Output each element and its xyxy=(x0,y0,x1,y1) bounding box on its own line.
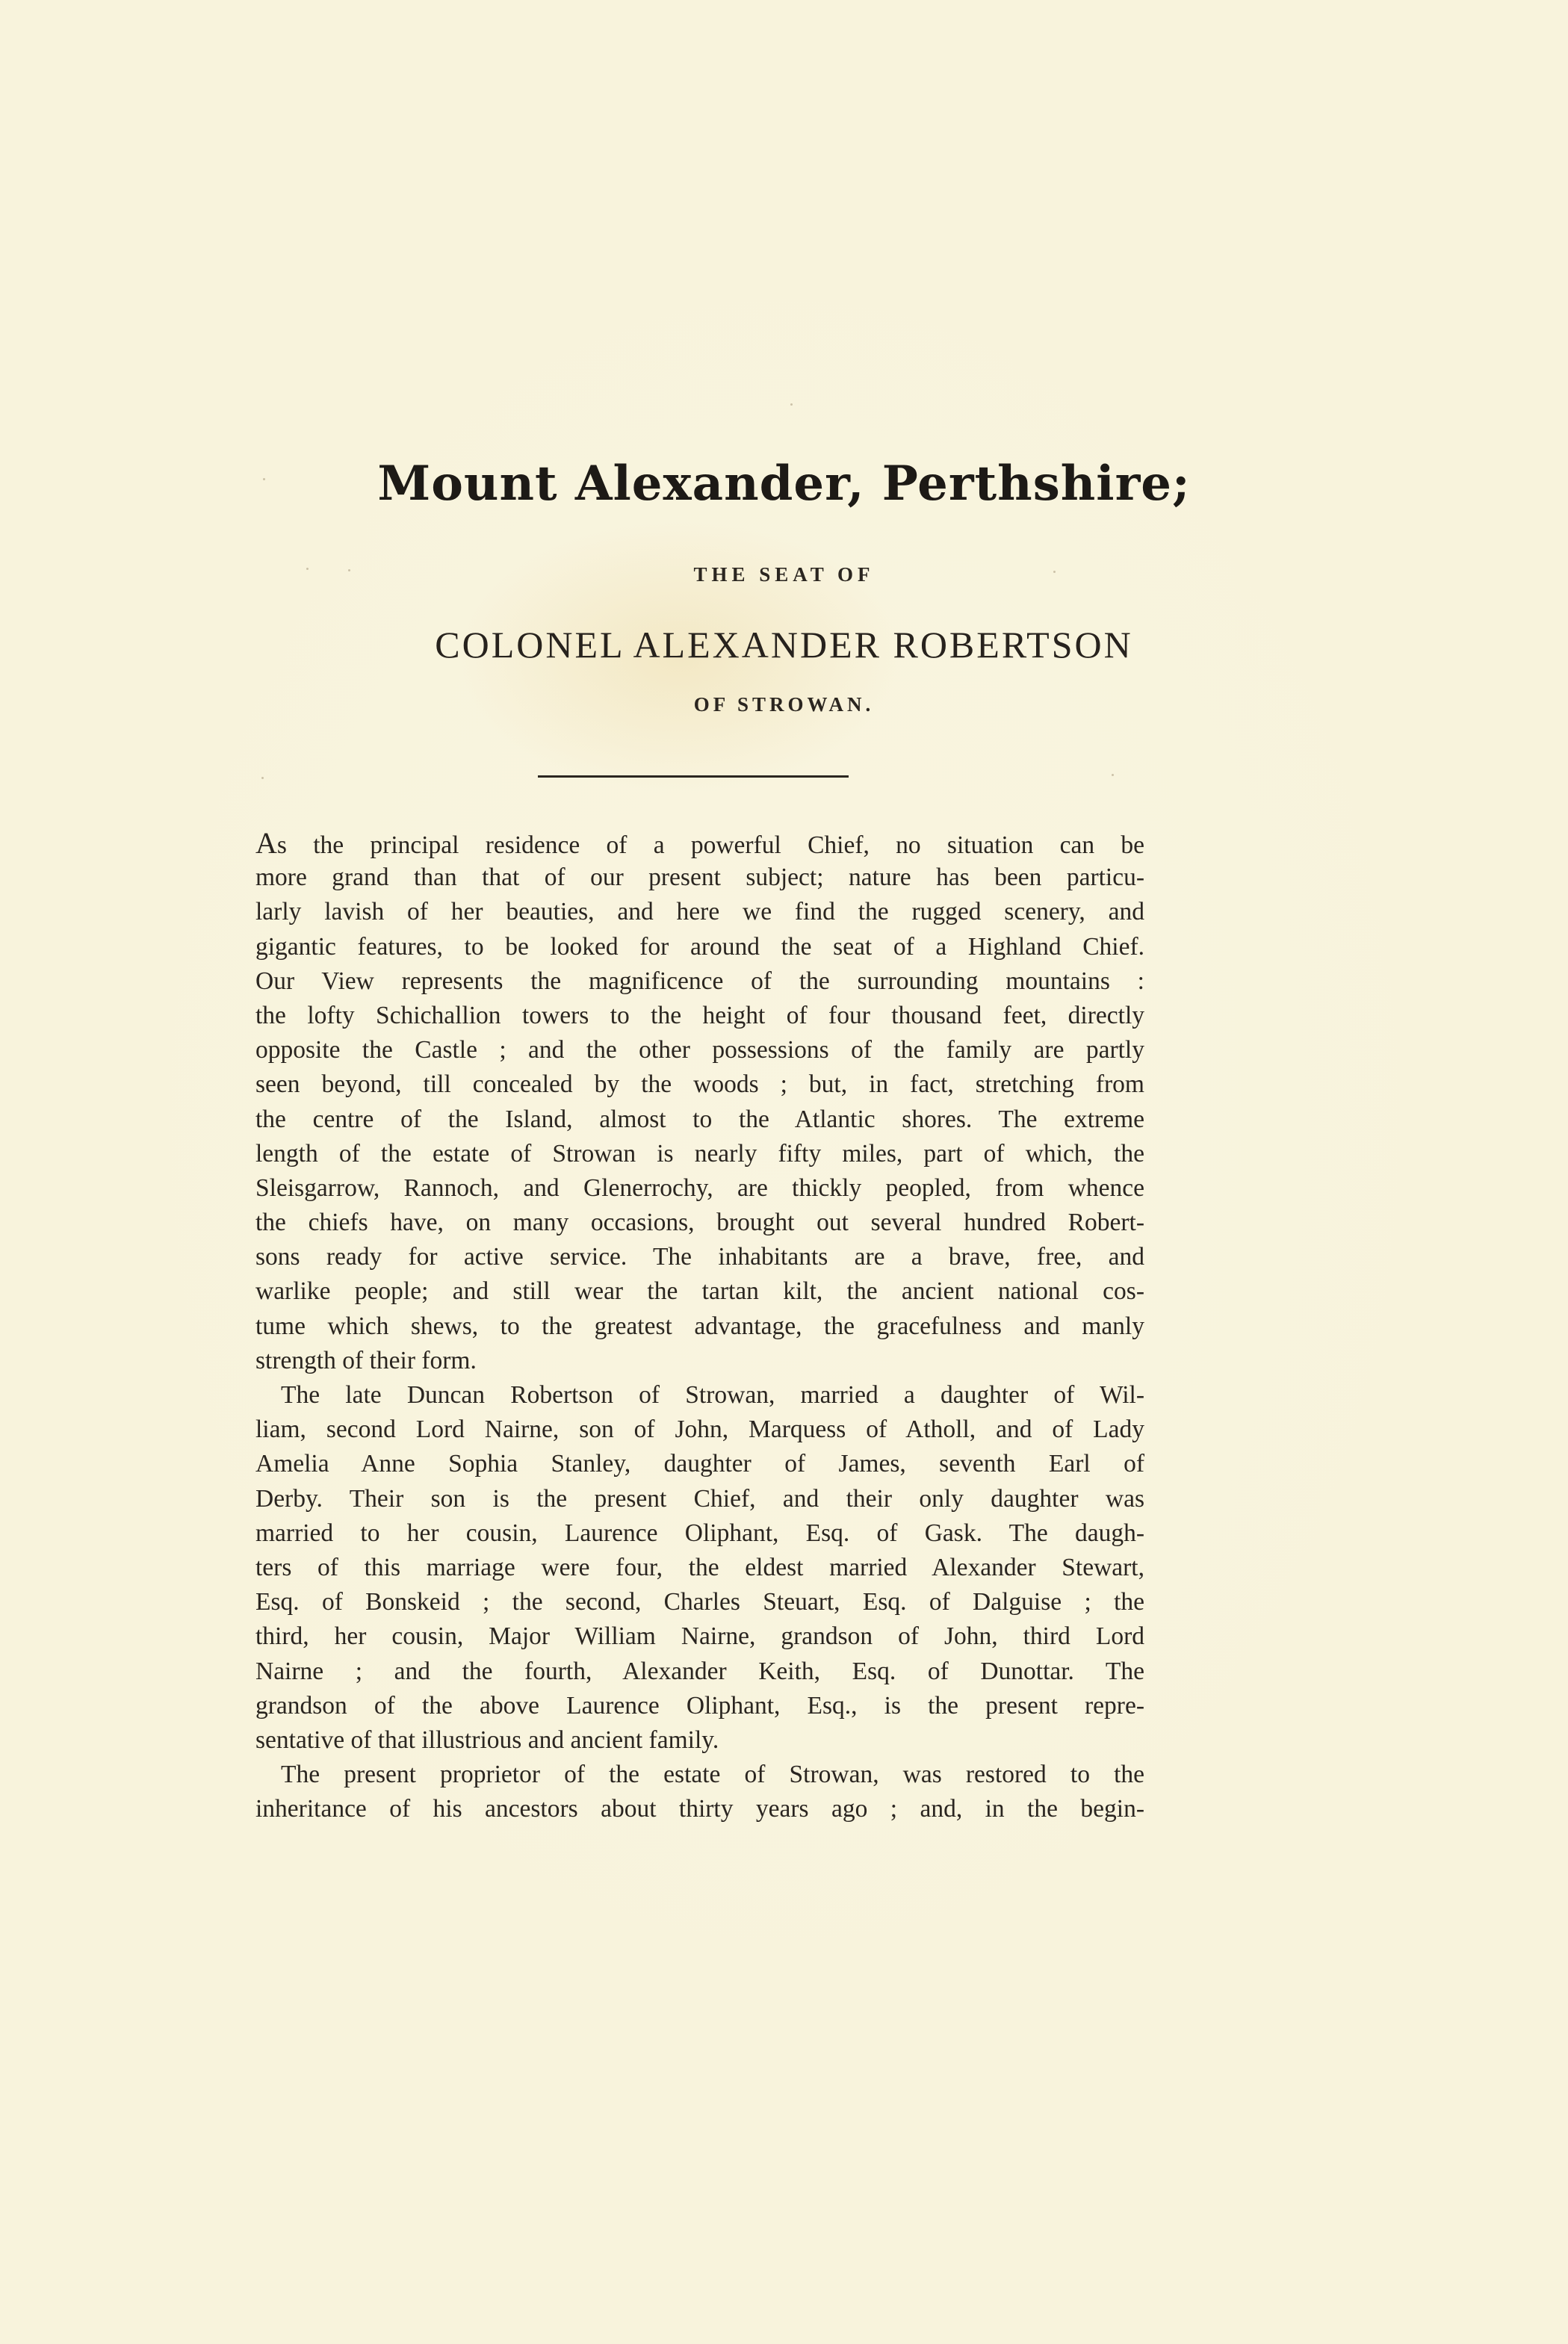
subtitle-seat-of: THE SEAT OF xyxy=(693,563,875,586)
text-line: warlike people; and still wear the tartan kilt, the ancient national cos- xyxy=(255,1277,1144,1306)
paper-speck xyxy=(263,478,265,480)
drop-cap: A xyxy=(255,826,277,860)
owner-territory: OF STROWAN. xyxy=(693,693,875,716)
paper-speck xyxy=(261,777,264,779)
text-line: tume which shews, to the greatest advantage, the gracefulness and manly xyxy=(255,1312,1144,1340)
text-line: length of the estate of Strowan is nearly fifty miles, part of which, the xyxy=(255,1139,1144,1168)
text-line: the centre of the Island, almost to the Atlantic shores. The extreme xyxy=(255,1105,1144,1133)
owner-name: COLONEL ALEXANDER ROBERTSON xyxy=(435,624,1133,666)
body-text xyxy=(255,826,1144,1826)
text-line: Our View represents the magnificence of the surrounding mountains : xyxy=(255,967,1144,995)
text-line: sentative of that illustrious and ancient family. xyxy=(255,1726,719,1754)
text-line: seen beyond, till concealed by the woods ; but, in fact, stretching from xyxy=(255,1070,1144,1099)
paper-speck xyxy=(790,403,793,406)
text-line: the chiefs have, on many occasions, brought out several hundred Robert- xyxy=(255,1209,1144,1237)
text-line: larly lavish of her beauties, and here we find the rugged scenery, and xyxy=(255,898,1144,926)
text-line: As the principal residence of a powerful Chief, no situation can be xyxy=(255,826,1144,860)
text-line: inheritance of his ancestors about thirty years ago ; and, in the begin- xyxy=(255,1795,1144,1823)
text-line: strength of their form. xyxy=(255,1346,477,1374)
paper-speck xyxy=(306,568,309,570)
text-line: ters of this marriage were four, the eldest married Alexander Stewart, xyxy=(255,1553,1144,1581)
paper-speck xyxy=(1112,774,1114,776)
text-line: grandson of the above Laurence Oliphant, Esq., is the present repre- xyxy=(255,1691,1144,1720)
paper-speck xyxy=(1053,571,1056,573)
text-line: more grand than that of our present subject; nature has been particu- xyxy=(255,864,1144,892)
title-divider xyxy=(538,775,849,778)
text-line: the lofty Schichallion towers to the height of four thousand feet, directly xyxy=(255,1001,1144,1029)
paper-speck xyxy=(348,569,350,571)
text-line: The present proprietor of the estate of Strowan, was restored to the xyxy=(281,1761,1144,1789)
text-line: Derby. Their son is the present Chief, and their only daughter was xyxy=(255,1484,1144,1513)
text-line: Amelia Anne Sophia Stanley, daughter of James, seventh Earl of xyxy=(255,1450,1144,1478)
text-line: liam, second Lord Nairne, son of John, Marquess of Atholl, and of Lady xyxy=(255,1416,1144,1444)
text-line: married to her cousin, Laurence Oliphant, Esq. of Gask. The daugh- xyxy=(255,1519,1144,1547)
text-line: Nairne ; and the fourth, Alexander Keith, Esq. of Dunottar. The xyxy=(255,1657,1144,1685)
text-line: Sleisgarrow, Rannoch, and Glenerrochy, are thickly peopled, from whence xyxy=(255,1173,1144,1202)
text-line: opposite the Castle ; and the other possessions of the family are partly xyxy=(255,1036,1144,1064)
text-line: Esq. of Bonskeid ; the second, Charles Steuart, Esq. of Dalguise ; the xyxy=(255,1588,1144,1616)
page-title: Mount Alexander, Perthshire; xyxy=(377,456,1191,512)
text-line: gigantic features, to be looked for around the seat of a Highland Chief. xyxy=(255,932,1144,961)
text-line: sons ready for active service. The inhabitants are a brave, free, and xyxy=(255,1243,1144,1271)
text-line: third, her cousin, Major William Nairne, grandson of John, third Lord xyxy=(255,1622,1144,1651)
text-line: The late Duncan Robertson of Strowan, married a daughter of Wil- xyxy=(281,1381,1144,1409)
